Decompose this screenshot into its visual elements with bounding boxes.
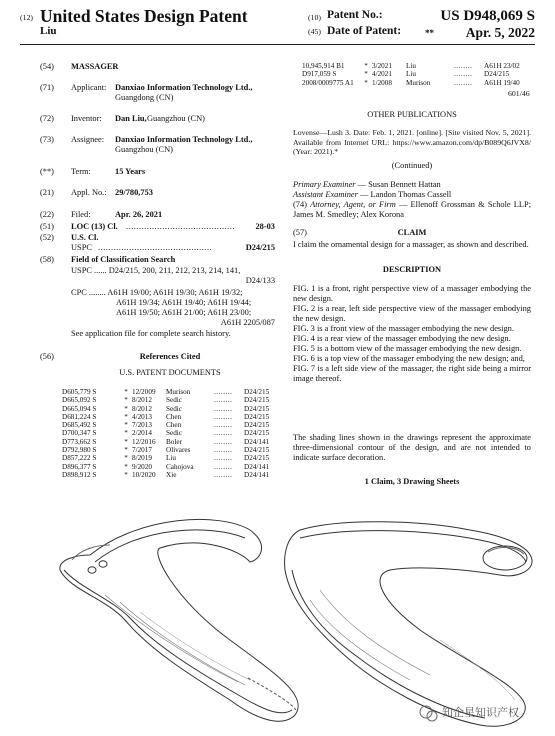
cpc-line1: CPC ........ A61H 19/00; A61H 19/30; A61H 19/32; — [71, 288, 243, 297]
ref-date: 8/2012 — [132, 404, 152, 413]
ref-star: * — [124, 470, 128, 479]
figure-description — [293, 364, 531, 384]
ref-date: 9/2020 — [132, 462, 152, 471]
ref-star: * — [364, 70, 368, 79]
figure-label: FIG. 1 — [293, 284, 316, 293]
ref-leader-dots: ........ — [214, 437, 233, 446]
continued-note: (Continued) — [391, 161, 433, 170]
ref-leader-dots: ........ — [214, 470, 233, 479]
figure-description — [293, 354, 531, 364]
ref-star: * — [124, 396, 128, 405]
claim-title: CLAIM — [397, 228, 427, 237]
ref-class: D24/141 — [244, 470, 270, 479]
field-uspc-line1: USPC ...... D24/215, 200, 211, 212, 213, 214, 141, — [71, 266, 241, 275]
left-piece-outer — [60, 519, 298, 721]
ref-name: Liu — [406, 62, 416, 70]
inventor-short: Liu — [40, 25, 57, 37]
ref-class: D24/215 — [244, 446, 270, 455]
ref-name: Boler — [166, 437, 182, 446]
uspc-dots: ............................................ — [98, 243, 213, 252]
figure-description — [293, 284, 531, 304]
ref-star: * — [124, 388, 128, 396]
figure-text: is a left side view of the massager, the right side being a mirror image thereof. — [293, 364, 532, 383]
code-45: (45) — [308, 27, 321, 36]
ref-date: 8/2012 — [132, 396, 152, 405]
ref-date: 8/2019 — [132, 454, 152, 463]
primary-examiner-label: Primary Examiner — [293, 180, 356, 189]
figure-text: is a bottom view of the massager embodying the new design. — [314, 344, 522, 353]
figure-text: is a front view of the massager embodying the new design. — [314, 324, 514, 333]
ref-date: 4/2013 — [132, 412, 152, 421]
reference-row — [62, 413, 269, 421]
patent-title: MASSAGER — [71, 62, 119, 71]
refs-title: References Cited — [139, 352, 201, 361]
applicant-code: (71) — [40, 83, 54, 92]
ref-date: 12/2009 — [132, 388, 156, 396]
left-column — [40, 62, 280, 352]
description-title: DESCRIPTION — [382, 265, 442, 274]
ref-number: D681,224 S — [62, 412, 97, 421]
reference-row — [62, 463, 269, 471]
ref-name: Sedic — [166, 404, 182, 413]
assistant-examiner-label: Assistant Examiner — [293, 190, 358, 199]
ref-date: 2/2014 — [132, 429, 152, 438]
loc-label: LOC (13) Cl. — [71, 222, 118, 231]
ref-number: 2008/0009775 A1 — [302, 78, 354, 87]
ref-name: Liu — [166, 454, 176, 463]
attorney-name: — Ellenoff Grossman & Schole LLP; James M. Smedley; Alex Korona — [293, 200, 532, 219]
term-code: (**) — [40, 167, 54, 176]
ref-class: D24/141 — [244, 437, 270, 446]
ref-number: D792,980 S — [62, 446, 97, 455]
us-docs-title: U.S. PATENT DOCUMENTS — [119, 368, 221, 377]
ref-number: D773,662 S — [62, 437, 97, 446]
massager-drawing — [0, 490, 555, 736]
search-history: See application file for complete search history. — [71, 329, 231, 338]
assignee-location: Guangzhou (CN) — [115, 145, 173, 154]
reference-row — [62, 429, 269, 437]
ref-star: * — [124, 446, 128, 455]
ref-leader-dots: ........ — [214, 429, 233, 438]
doc-type: United States Design Patent — [40, 6, 248, 26]
filed-value: Apr. 26, 2021 — [115, 210, 163, 219]
loc-code: (51) — [40, 222, 54, 231]
ref-number: D857,222 S — [62, 454, 97, 463]
ref-star: * — [124, 412, 128, 421]
applicant-name: Danxiao Information Technology Ltd., — [115, 83, 253, 92]
ref-number: D605,779 S — [62, 388, 97, 396]
figure-text: is a rear, left side perspective view of the massager embodying the new design. — [293, 304, 531, 323]
ref-date: 7/2013 — [132, 421, 152, 430]
ref-number: D917,059 S — [302, 70, 337, 79]
figure-description — [293, 344, 531, 354]
loc-dots: .......................................... — [126, 222, 235, 231]
right-piece-outer — [285, 522, 532, 727]
left-button-1 — [88, 567, 96, 573]
refs-code: (56) — [40, 352, 54, 361]
ref-class: D24/215 — [244, 404, 270, 413]
date-stars: ** — [425, 28, 434, 38]
field-uspc-line2: D24/133 — [245, 276, 275, 285]
ref-number: D700,347 S — [62, 429, 97, 438]
watermark — [420, 705, 519, 721]
ref-name: Sedic — [166, 396, 182, 405]
ref-leader-dots: ........ — [214, 412, 233, 421]
appl-code: (21) — [40, 188, 54, 197]
date-label: Date of Patent: — [327, 25, 402, 37]
ref-name: Chen — [166, 421, 182, 430]
inventor-label: Inventor: — [71, 114, 102, 123]
ref-star: * — [364, 78, 368, 87]
ref-date: 3/2021 — [372, 62, 392, 70]
ref-leader-dots: ........ — [214, 396, 233, 405]
uspc-value: D24/215 — [245, 243, 275, 252]
primary-examiner-name: — Susan Bennett Hattan — [357, 180, 441, 189]
assistant-examiner-name: — Landon Thomas Cassell — [360, 190, 452, 199]
ref-date: 12/2016 — [132, 437, 156, 446]
references-table-right — [302, 62, 520, 87]
field-label: Field of Classification Search — [71, 255, 176, 264]
ref-class: A61H 19/40 — [484, 78, 520, 87]
code-10: (10) — [308, 13, 321, 22]
claim-code: (57) — [293, 228, 307, 237]
right-tip — [483, 546, 527, 570]
uspc-label: USPC — [71, 243, 92, 252]
left-button-2 — [99, 561, 107, 567]
reference-row — [62, 396, 269, 404]
patent-header-line2 — [20, 25, 535, 43]
figure-text: is a top view of the massager embodying the new design; and, — [314, 354, 525, 363]
other-pubs-title: OTHER PUBLICATIONS — [367, 110, 457, 119]
ref-class: D24/215 — [244, 412, 270, 421]
ref-name: Liu — [406, 70, 416, 79]
ref-star: * — [364, 62, 368, 70]
ref-leader-dots: ........ — [454, 62, 473, 70]
ref-leader-dots: ........ — [214, 446, 233, 455]
figure-label: FIG. 5 — [293, 344, 315, 353]
term-label: Term: — [71, 167, 91, 176]
applicant-location: Guangdong (CN) — [115, 93, 174, 102]
ref-star: * — [124, 404, 128, 413]
ref-date: 1/2008 — [372, 78, 392, 87]
ref-leader-dots: ........ — [214, 421, 233, 430]
watermark-text: 知企星知识产权 — [442, 706, 519, 719]
references-table-left — [62, 388, 269, 479]
ref-leader-dots: ........ — [454, 78, 473, 87]
figure-label: FIG. 6 — [293, 354, 315, 363]
other-pubs-text: Lovense—Lush 3. Date: Feb. 1, 2021. [online]. [Site visited Nov. 5, 2021]. Available from Internet URL: https://www.amazon.com/dp/B089Q6JVX8/ (Year: 2021).* — [293, 128, 531, 157]
examiners — [293, 180, 531, 220]
assignee-name: Danxiao Information Technology Ltd., — [115, 135, 253, 144]
code-12: (12) — [20, 13, 33, 22]
appl-value: 29/780,753 — [115, 188, 153, 197]
ref-star: * — [124, 437, 128, 446]
figure-description — [293, 324, 531, 334]
filed-code: (22) — [40, 210, 54, 219]
shading-note: The shading lines shown in the drawings represent the approximate three-dimensional contour of the design, and are not intended to indicate surface decoration. — [293, 433, 531, 462]
ref-class: A61H 23/02 — [484, 62, 520, 70]
cpc-line4: A61H 2205/087 — [220, 318, 275, 327]
ref-star: * — [124, 462, 128, 471]
claim-header — [293, 228, 531, 238]
ref-number: D685,492 S — [62, 421, 97, 430]
ref-name: Murison — [166, 388, 191, 396]
header-rule — [20, 44, 535, 45]
inventor-location: Guangzhou (CN) — [147, 114, 205, 123]
figure-description — [293, 334, 531, 344]
attorney-label: Attorney, Agent, or Firm — [310, 200, 396, 209]
inventor-code: (72) — [40, 114, 54, 123]
wechat-icon — [420, 706, 432, 718]
ref-class: D24/215 — [244, 388, 270, 396]
figure-descriptions — [293, 284, 531, 384]
reference-row — [62, 405, 269, 413]
applicant-label: Applicant: — [71, 83, 107, 92]
inventor-name: Dan Liu, — [115, 114, 147, 123]
ref-leader-dots: ........ — [214, 462, 233, 471]
attorney-code: (74) — [293, 200, 307, 209]
appl-label: Appl. No.: — [71, 188, 107, 197]
patent-date: Apr. 5, 2022 — [465, 25, 535, 40]
ref-leader-dots: ........ — [214, 404, 233, 413]
reference-row — [62, 446, 269, 454]
ref-date: 10/2020 — [132, 470, 156, 479]
ref-leader-dots: ........ — [454, 70, 473, 79]
filed-label: Filed: — [71, 210, 91, 219]
cpc-line2: A61H 19/34; A61H 19/40; A61H 19/44; — [116, 298, 252, 307]
figure-label: FIG. 3 — [293, 324, 315, 333]
uscl-label: U.S. Cl. — [71, 233, 99, 242]
ref-date: 4/2021 — [372, 70, 392, 79]
figure-label: FIG. 2 — [293, 304, 316, 313]
loc-value: 28-03 — [255, 222, 275, 231]
ref-star: * — [124, 421, 128, 430]
patent-number: US D948,069 S — [440, 8, 535, 24]
claims-count: 1 Claim, 3 Drawing Sheets — [364, 477, 460, 486]
ref-name: Xie — [166, 470, 177, 479]
title-code: (54) — [40, 62, 54, 71]
ref-class: D24/141 — [244, 462, 270, 471]
figure-description — [293, 304, 531, 324]
ref-class: D24/215 — [244, 454, 270, 463]
ref-class: D24/215 — [244, 429, 270, 438]
term-value: 15 Years — [115, 167, 146, 176]
assignee-code: (73) — [40, 135, 54, 144]
ref-star: * — [124, 454, 128, 463]
figure-text: is a rear view of the massager embodying the new design. — [314, 334, 511, 343]
ref-star: * — [124, 429, 128, 438]
cpc-line3: A61H 19/50; A61H 21/00; A61H 23/00; — [116, 308, 252, 317]
claim-text: I claim the ornamental design for a massager, as shown and described. — [293, 240, 529, 249]
ref-name: Murison — [406, 78, 431, 87]
ref-name: Sedic — [166, 429, 182, 438]
ref-date: 7/2017 — [132, 446, 152, 455]
left-piece-inner — [95, 530, 245, 562]
reference-row — [62, 471, 269, 479]
ref-continuation: 601/46 — [508, 89, 530, 98]
ref-name: Chen — [166, 412, 182, 421]
reference-row — [62, 388, 269, 396]
field-code: (58) — [40, 255, 54, 264]
ref-class: D24/215 — [484, 70, 510, 79]
figure-label: FIG. 7 — [293, 364, 316, 373]
ref-name: Cahojova — [166, 462, 194, 471]
ref-class: D24/215 — [244, 421, 270, 430]
ref-number: 10,945,914 B1 — [302, 62, 345, 70]
ref-leader-dots: ........ — [214, 454, 233, 463]
reference-row — [302, 70, 520, 78]
reference-row — [302, 79, 520, 87]
ref-class: D24/215 — [244, 396, 270, 405]
reference-row — [62, 438, 269, 446]
ref-number: D665,092 S — [62, 396, 97, 405]
figure-text: is a front, right perspective view of a massager embodying the new design. — [293, 284, 531, 303]
reference-row — [302, 62, 520, 70]
assignee-label: Assignee: — [71, 135, 105, 144]
ref-leader-dots: ........ — [214, 388, 233, 396]
reference-row — [62, 454, 269, 462]
patent-no-label: Patent No.: — [327, 9, 383, 21]
figure-label: FIG. 4 — [293, 334, 315, 343]
ref-number: D665,094 S — [62, 404, 97, 413]
uscl-code: (52) — [40, 233, 54, 242]
reference-row — [62, 421, 269, 429]
ref-number: D898,912 S — [62, 470, 97, 479]
ref-number: D896,377 S — [62, 462, 97, 471]
ref-name: Olivares — [166, 446, 191, 455]
